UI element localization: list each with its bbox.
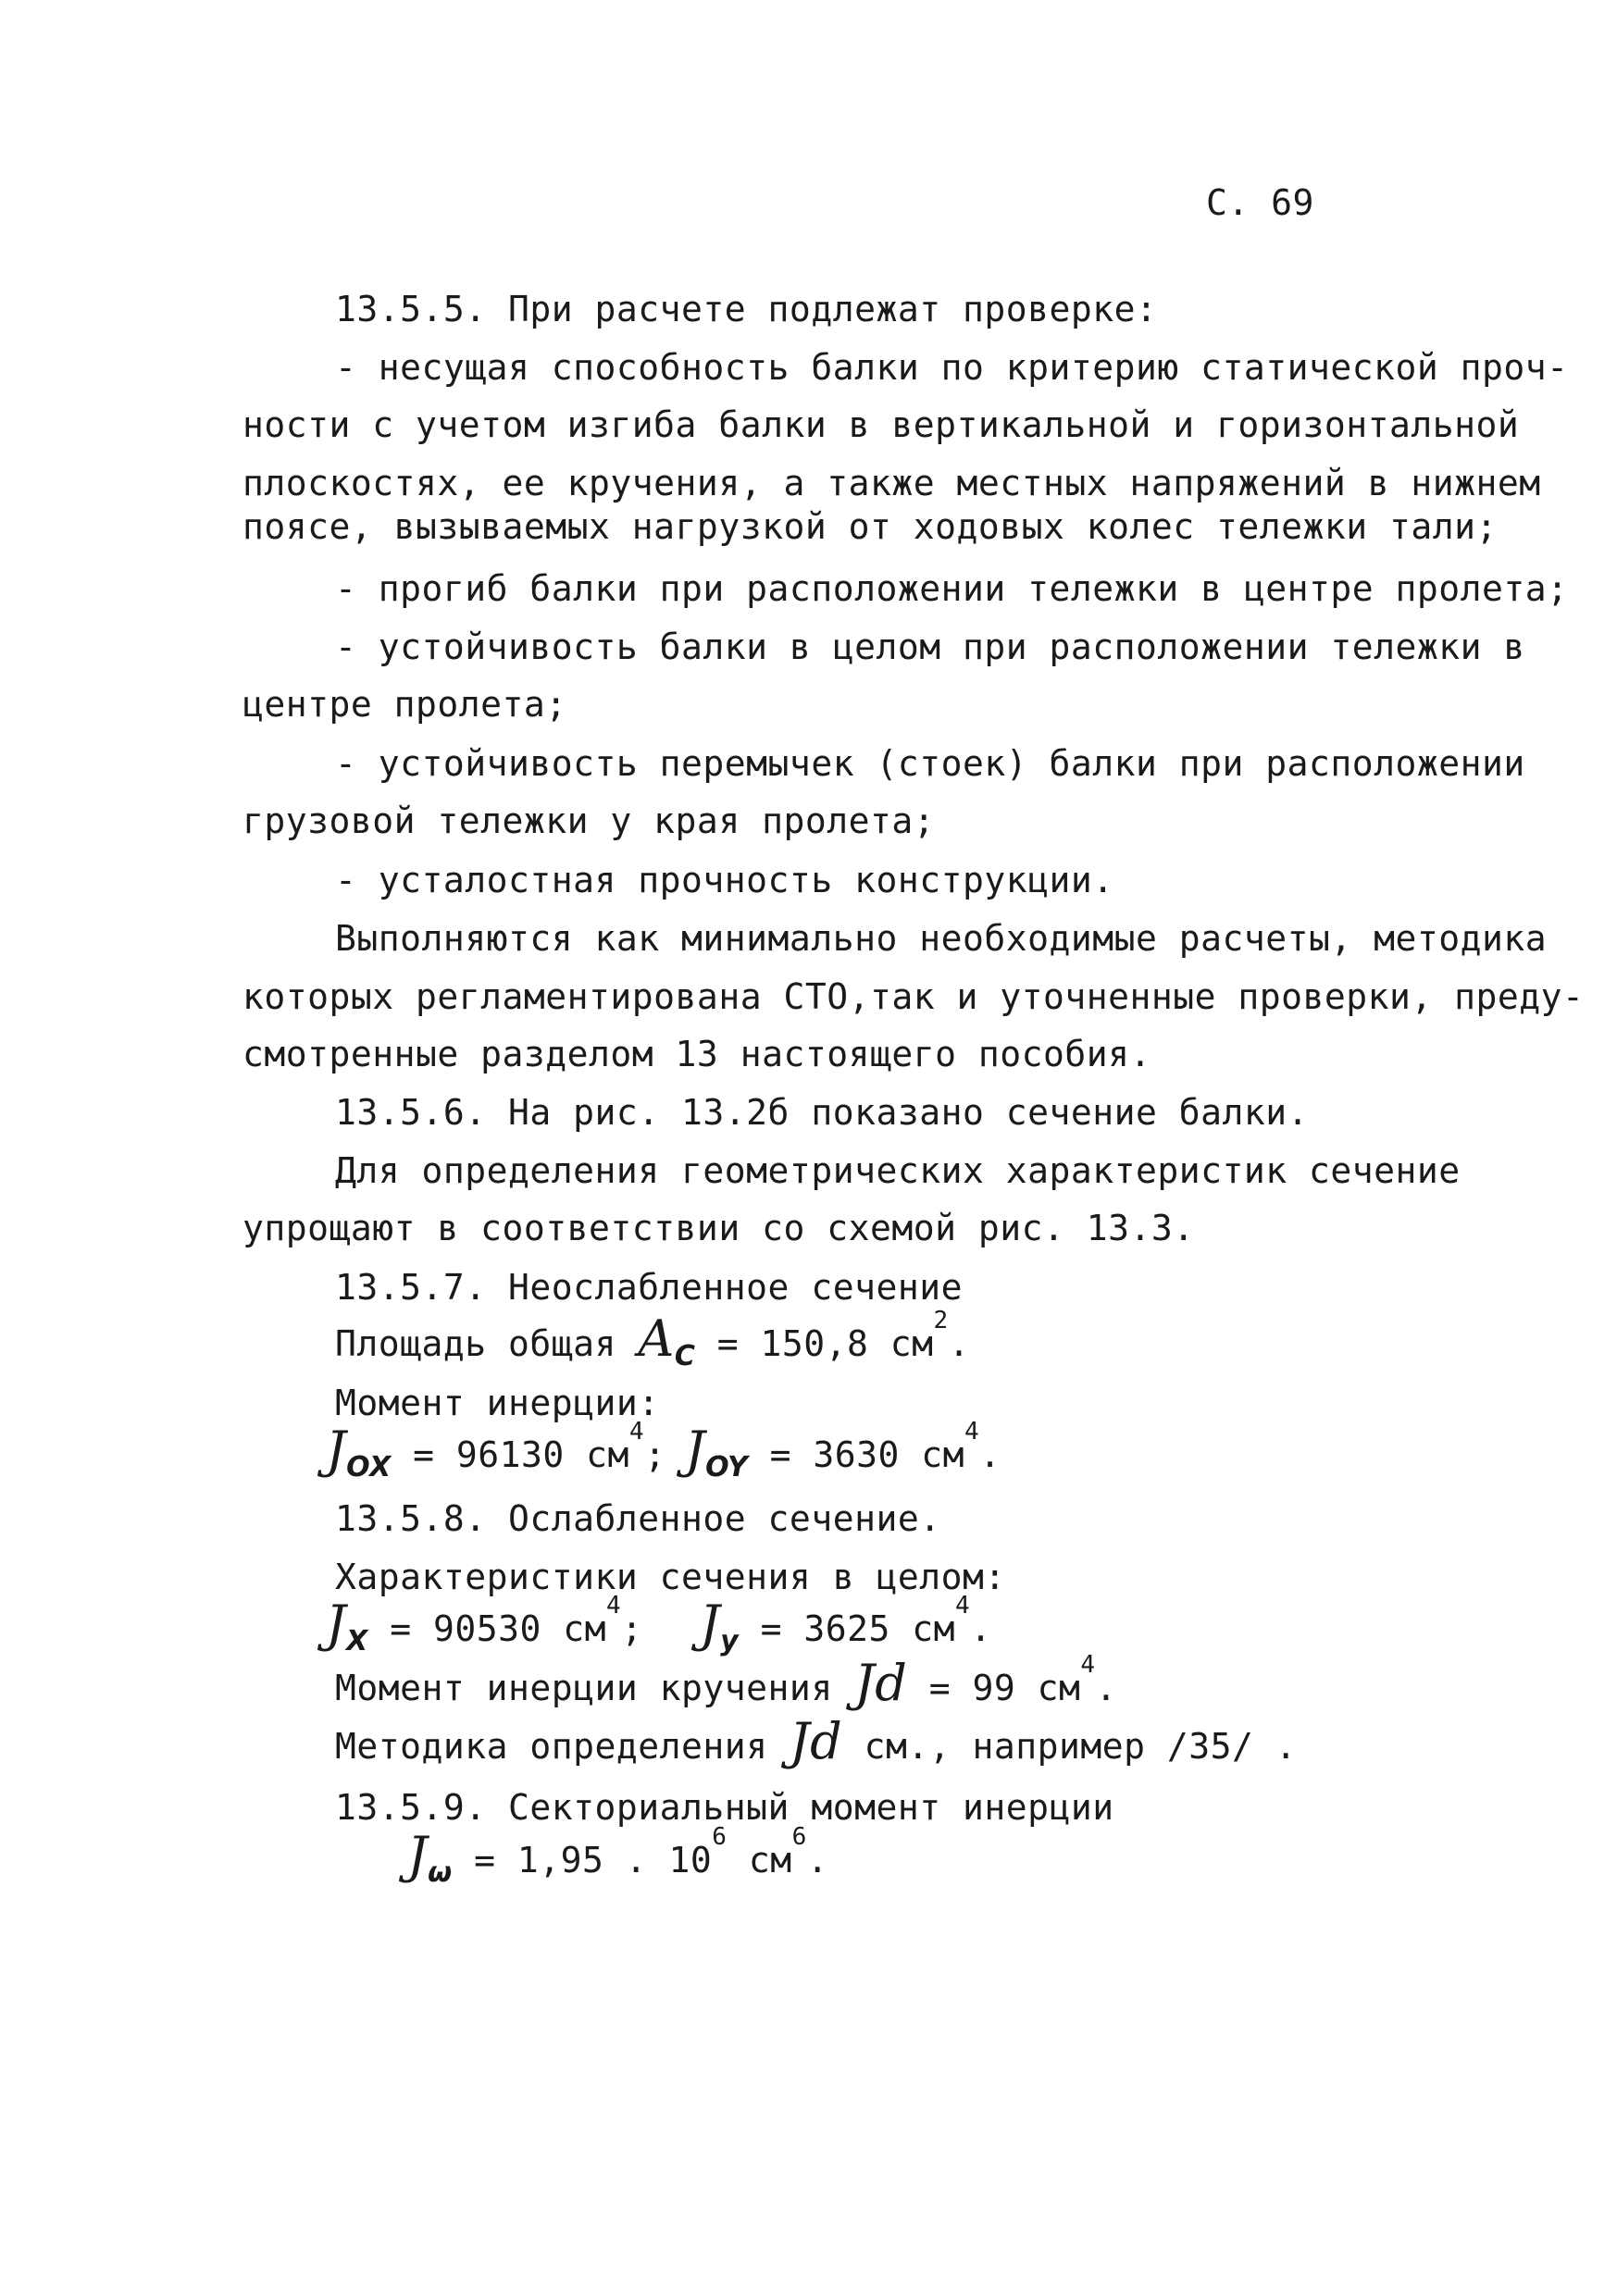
jw-symbol: J — [407, 1826, 429, 1884]
area-value: = 150,8 см — [716, 1323, 934, 1364]
torsion-symbol: Jd — [854, 1654, 908, 1712]
method-label: Методика определения — [335, 1726, 768, 1767]
jw-end: . — [806, 1840, 829, 1880]
area-end: . — [948, 1323, 971, 1364]
paragraph-13-5-5-heading: 13.5.5. При расчете подлежат проверке: — [335, 289, 1158, 329]
jx-end: ; — [621, 1608, 643, 1649]
jy-symbol: J — [700, 1595, 721, 1653]
jox-value: = 96130 см — [413, 1434, 629, 1475]
jox-formula — [326, 1418, 666, 1483]
list-item-stability: - устойчивость балки в целом при расположении тележки в — [335, 627, 1525, 667]
text-line: грузовой тележки у края пролета; — [243, 800, 936, 841]
text-line: Выполняются как минимально необходимые расчеты, методика — [335, 918, 1548, 959]
joy-end: . — [979, 1434, 1001, 1475]
jx-symbol: J — [326, 1595, 347, 1653]
jx-subscript: X — [346, 1625, 368, 1657]
jy-value: = 3625 см — [760, 1608, 956, 1649]
jw-subscript: ω — [428, 1856, 453, 1889]
jw-exponent-1: 6 — [712, 1823, 728, 1851]
joy-value: = 3630 см — [769, 1434, 964, 1475]
inertia-label: Момент инерции: — [335, 1383, 660, 1423]
joy-formula — [685, 1418, 1001, 1483]
area-label: Площадь общая — [335, 1323, 616, 1364]
text-line: поясе, вызываемых нагрузкой от ходовых колес тележки тали; — [243, 506, 1498, 547]
text-line: упрощают в соответствии со схемой рис. 13.3. — [243, 1208, 1195, 1248]
list-item-stiffeners: - устойчивость перемычек (стоек) балки при расположении — [335, 743, 1525, 784]
area-exponent: 2 — [933, 1307, 949, 1334]
jx-exponent: 4 — [605, 1592, 622, 1620]
torsion-label: Момент инерции кручения — [335, 1668, 833, 1708]
text-line: центре пролета; — [243, 684, 567, 725]
joy-exponent: 4 — [964, 1418, 980, 1446]
jy-exponent: 4 — [955, 1592, 971, 1620]
jox-symbol: J — [326, 1421, 347, 1479]
text-line: Для определения геометрических характеристик сечение — [335, 1150, 1461, 1191]
paragraph-13-5-7-heading: 13.5.7. Неослабленное сечение — [335, 1267, 963, 1308]
jy-formula — [700, 1592, 992, 1657]
paragraph-13-5-8-heading: 13.5.8. Ослабленное сечение. — [335, 1498, 941, 1539]
paragraph-13-5-9-heading: 13.5.9. Секториальный момент инерции — [335, 1787, 1114, 1828]
list-item-fatigue: - усталостная прочность конструкции. — [335, 860, 1114, 900]
jx-value: = 90530 см — [390, 1608, 606, 1649]
characteristics-label: Характеристики сечения в целом: — [335, 1557, 1006, 1597]
torsion-exponent: 4 — [1080, 1651, 1096, 1679]
method-value: см., например /35/ . — [864, 1726, 1298, 1767]
area-subscript: C — [674, 1340, 696, 1372]
torsion-value: = 99 см — [928, 1668, 1081, 1708]
joy-symbol: J — [685, 1421, 706, 1479]
jw-exponent-2: 6 — [791, 1823, 807, 1851]
jox-end: ; — [644, 1434, 666, 1475]
paragraph-13-5-6-heading: 13.5.6. На рис. 13.2б показано сечение балки. — [335, 1092, 1310, 1133]
text-line: которых регламентирована СТО,так и уточненные проверки, преду- — [243, 976, 1585, 1017]
text-line: смотренные разделом 13 настоящего пособия. — [243, 1034, 1151, 1074]
jw-formula — [407, 1823, 829, 1889]
page-number: С. 69 — [1206, 182, 1314, 223]
torsion-formula — [335, 1651, 1117, 1712]
method-line — [335, 1712, 1298, 1770]
jx-formula — [326, 1592, 643, 1657]
jw-unit: см — [727, 1840, 792, 1880]
jw-value: = 1,95 . 10 — [474, 1840, 713, 1880]
area-formula — [335, 1307, 971, 1372]
jox-exponent: 4 — [628, 1418, 645, 1446]
text-line: плоскостях, ее кручения, а также местных напряжений в нижнем — [243, 463, 1541, 503]
joy-subscript: OY — [705, 1451, 749, 1483]
jy-subscript: y — [720, 1625, 740, 1657]
method-symbol: Jd — [789, 1712, 843, 1770]
torsion-end: . — [1095, 1668, 1117, 1708]
list-item-deflection: - прогиб балки при расположении тележки в центре пролета; — [335, 568, 1569, 609]
list-item-strength: - несущая способность балки по критерию статической проч- — [335, 347, 1569, 388]
area-symbol: A — [638, 1309, 675, 1368]
text-line: ности с учетом изгиба балки в вертикальной и горизонтальной — [243, 404, 1520, 445]
jy-end: . — [970, 1608, 992, 1649]
jox-subscript: OX — [346, 1451, 392, 1483]
